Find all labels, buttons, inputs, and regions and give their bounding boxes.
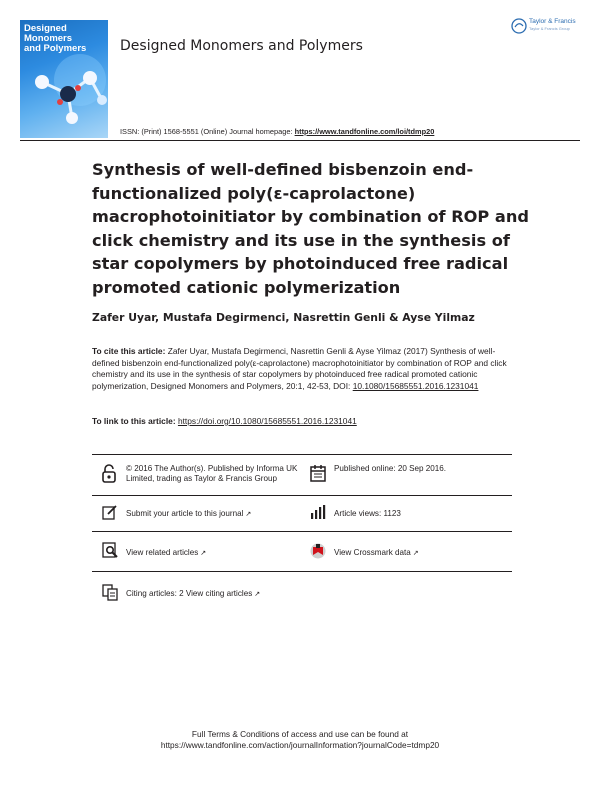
edit-icon [102,504,118,520]
bar-chart-icon [310,504,326,520]
grid-divider [92,454,512,455]
external-link-icon: ↗ [412,550,419,557]
footer [0,729,600,751]
footer-terms: Full Terms & Conditions of access and use can be found at [191,729,409,739]
open-lock-icon [102,464,116,484]
external-link-icon: ↗ [254,591,261,598]
publisher-group: Taylor & Francis Group [529,26,570,31]
article-views: Article views: 1123 [334,509,401,518]
citation-text: Zafer Uyar, Mustafa Degirmenci, Nasrettin Genli & Ayse Yilmaz (2017) Synthesis of well-defined bisbenzoin end-functionalized poly(ε-caprolactone) macrophotoinitiator by combination of ROP and click chemistry and its use in the synthesis of star copolymers by photoinduced free radical promoted cationic polymerization, Designed Monomers and Polymers, 20:1, 42-53, DOI: [92,346,507,391]
publisher-logo[interactable] [511,16,585,38]
published-date: Published online: 20 Sep 2016. [334,464,447,473]
publisher-name: Taylor & Francis [529,18,576,25]
publisher-logo-icon [511,18,527,34]
grid-divider [92,531,512,532]
external-link-icon: ↗ [245,511,252,518]
submit-article-label: Submit your article to this journal ↗ [126,509,252,518]
calendar-icon [310,464,326,482]
crossmark-icon [310,542,326,560]
crossmark-label: View Crossmark data ↗ [334,548,419,557]
citing-articles-label: Citing articles: 2 View citing articles ↗ [126,589,261,598]
citation-block [92,346,512,392]
documents-icon [102,584,119,601]
grid-divider [92,495,512,496]
issn-line [120,127,434,136]
article-link-line [92,416,357,426]
citation-label: To cite this article: [92,346,168,356]
journal-homepage-link[interactable]: https://www.tandfonline.com/loi/tdmp20 [294,127,435,136]
magnifier-icon [102,542,118,558]
journal-cover [20,20,108,138]
issn-text: ISSN: (Print) 1568-5551 (Online) Journal homepage: [120,127,295,136]
external-link-icon: ↗ [200,550,207,557]
article-doi-url[interactable]: https://doi.org/10.1080/15685551.2016.1231041 [177,416,357,426]
journal-name: Designed Monomers and Polymers [120,38,363,54]
header-divider [20,140,580,141]
cover-title: Designed Monomers and Polymers [24,23,87,54]
citation-doi-link[interactable]: 10.1080/15685551.2016.1231041 [352,380,479,391]
article-link-label: To link to this article: [92,416,178,426]
related-articles-label: View related articles ↗ [126,548,207,557]
article-authors: Zafer Uyar, Mustafa Degirmenci, Nasrettin Genli & Ayse Yilmaz [92,311,475,324]
license-text: © 2016 The Author(s). Published by Informa UK Limited, trading as Taylor & Francis Group [126,464,298,483]
footer-url[interactable]: https://www.tandfonline.com/action/journalInformation?journalCode=tdmp20 [160,740,440,750]
article-title: Synthesis of well-defined bisbenzoin end-functionalized poly(ε-caprolactone) macrophotoinitiator by combination of ROP and click chemistry and its use in the synthesis of star copolymers by photoinduced free radical promoted cationic polymerization [92,160,529,297]
grid-divider [92,571,512,572]
